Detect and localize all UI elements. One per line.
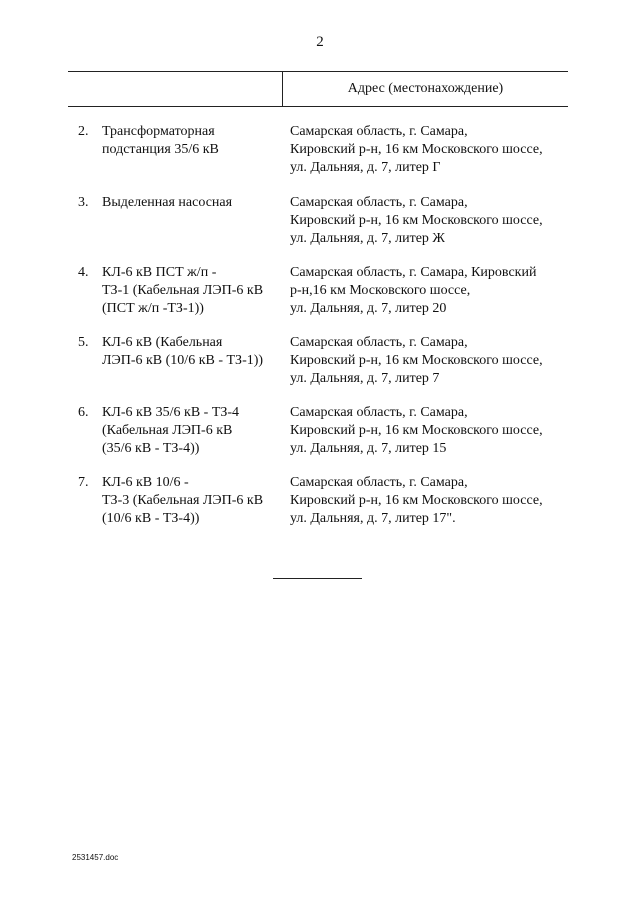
object-address-line: ул. Дальняя, д. 7, литер 7 <box>290 371 440 386</box>
table-header <box>68 71 568 107</box>
object-address-line: Кировский р-н, 16 км Московского шоссе, <box>290 493 543 508</box>
object-address <box>290 334 580 388</box>
object-address-line: Кировский р-н, 16 км Московского шоссе, <box>290 142 543 157</box>
object-address-line: Самарская область, г. Самара, <box>290 124 468 139</box>
object-address-line: Самарская область, г. Самара, <box>290 405 468 420</box>
address-column-header: Адрес (местонахождение) <box>347 81 504 96</box>
object-name <box>102 123 282 159</box>
object-name-line: (ПСТ ж/п -ТЗ-1)) <box>102 301 204 316</box>
row-number: 7. <box>78 475 89 490</box>
object-name-line: (35/6 кВ - ТЗ-4)) <box>102 441 200 456</box>
object-address <box>290 264 580 318</box>
row-number: 5. <box>78 335 89 350</box>
object-address-line: Самарская область, г. Самара, <box>290 195 468 210</box>
object-name-line: подстанция 35/6 кВ <box>102 142 219 157</box>
object-name <box>102 404 282 458</box>
object-name-line: (Кабельная ЛЭП-6 кВ <box>102 423 233 438</box>
row-number: 4. <box>78 265 89 280</box>
object-address-line: Самарская область, г. Самара, <box>290 475 468 490</box>
object-address <box>290 194 580 248</box>
object-address-line: ул. Дальняя, д. 7, литер 17". <box>290 511 456 526</box>
object-address <box>290 404 580 458</box>
object-name-line: (10/6 кВ - ТЗ-4)) <box>102 511 200 526</box>
object-name-line: КЛ-6 кВ 10/6 - <box>102 475 189 490</box>
end-rule <box>273 578 362 579</box>
object-name <box>102 334 282 370</box>
object-name-line: КЛ-6 кВ ПСТ ж/п - <box>102 265 217 280</box>
object-name-line: КЛ-6 кВ (Кабельная <box>102 335 223 350</box>
object-address-line: ул. Дальняя, д. 7, литер 15 <box>290 441 447 456</box>
object-address-line: Кировский р-н, 16 км Московского шоссе, <box>290 423 543 438</box>
object-name <box>102 194 282 212</box>
file-name-footer: 2531457.doc <box>72 853 119 862</box>
object-name-line: ТЗ-3 (Кабельная ЛЭП-6 кВ <box>102 493 264 508</box>
object-name-line: Трансформаторная <box>102 124 215 139</box>
object-address <box>290 474 580 528</box>
object-name-line: ЛЭП-6 кВ (10/6 кВ - ТЗ-1)) <box>102 353 264 368</box>
object-name <box>102 264 282 318</box>
object-name-line: КЛ-6 кВ 35/6 кВ - ТЗ-4 <box>102 405 240 420</box>
row-number: 3. <box>78 195 89 210</box>
object-address-line: ул. Дальняя, д. 7, литер Ж <box>290 231 445 246</box>
object-address <box>290 123 580 177</box>
object-address-line: ул. Дальняя, д. 7, литер 20 <box>290 301 447 316</box>
object-address-line: Кировский р-н, 16 км Московского шоссе, <box>290 213 543 228</box>
object-address-line: Самарская область, г. Самара, Кировский <box>290 265 537 280</box>
object-name-line: ТЗ-1 (Кабельная ЛЭП-6 кВ <box>102 283 264 298</box>
object-address-line: р-н,16 км Московского шоссе, <box>290 283 471 298</box>
object-name-line: Выделенная насосная <box>102 195 233 210</box>
row-number: 6. <box>78 405 89 420</box>
object-address-line: Самарская область, г. Самара, <box>290 335 468 350</box>
object-address-line: ул. Дальняя, д. 7, литер Г <box>290 160 441 175</box>
row-number: 2. <box>78 124 89 139</box>
object-address-line: Кировский р-н, 16 км Московского шоссе, <box>290 353 543 368</box>
object-name <box>102 474 282 528</box>
page-number: 2 <box>316 34 324 50</box>
